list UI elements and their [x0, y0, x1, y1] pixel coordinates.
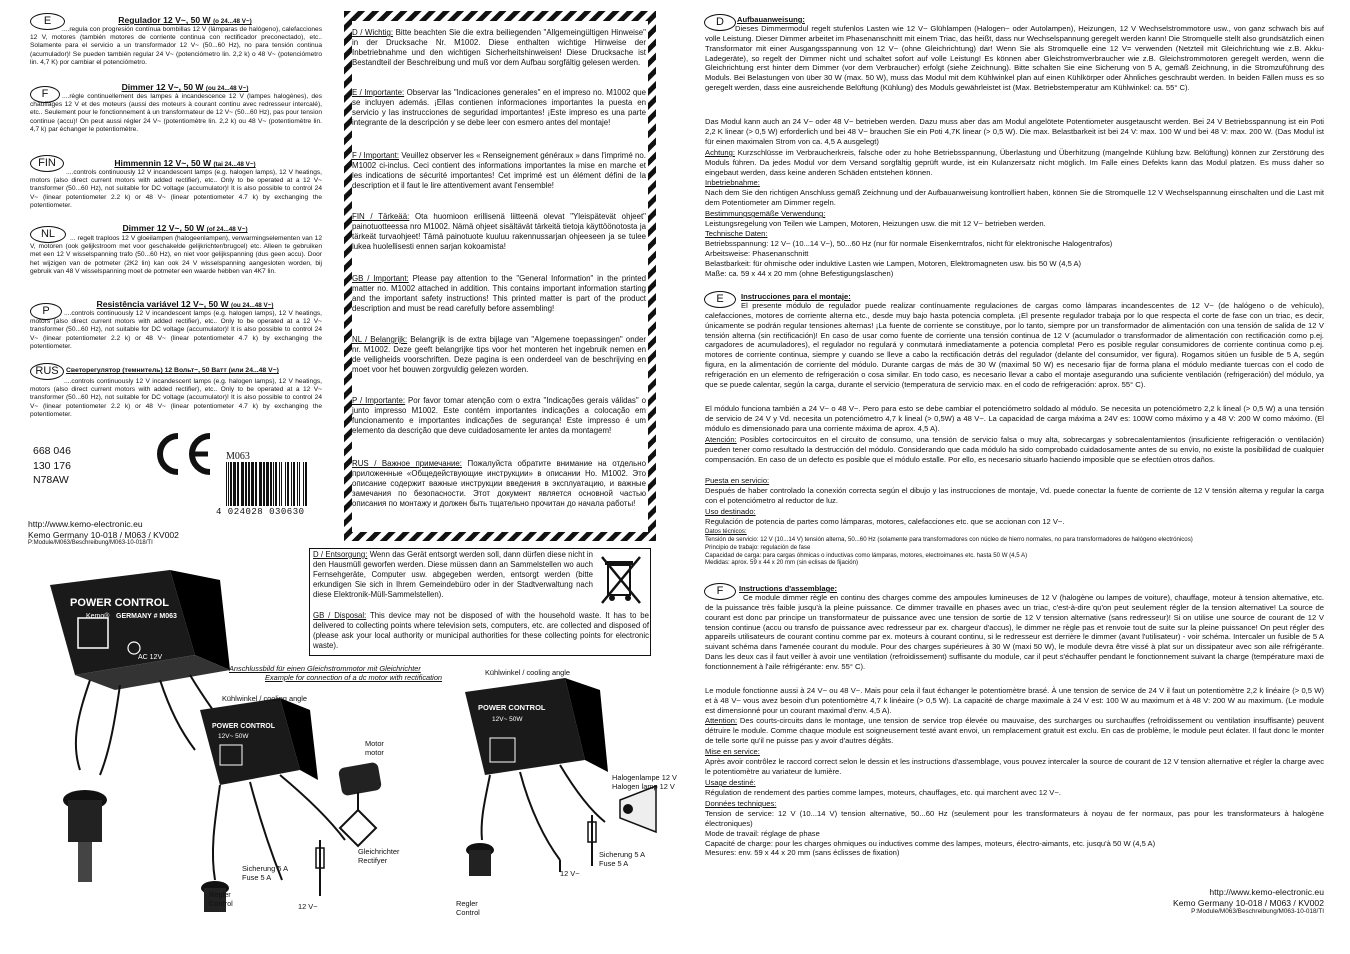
barcode-bar — [275, 462, 277, 506]
section-text-es: ....regula con progresión contínua bombillas 12 V (lámparas de halógeno), calefacciones 12 V, motores (también motores de corriente continua con rectificador preconectado), etc.. Solamente para el servicio a un transformador 12 V~ (50...60 Hz), no para tensión continua (acumulador)! Se pueden también regular 24 V~ (potenciómetro lin. 2,2 k) o 48 V~ (potenciómetro lin. 4,7 K) por cambiar el potenciómetro. — [30, 26, 322, 66]
article-code: N78AW — [33, 474, 69, 487]
tech-item: Mode de travail: réglage de phase — [705, 828, 820, 838]
notice-de: D / Wichtig: Bitte beachten Sie die extra beiliegenden "Allgemeingültigen Hinweise" in der Drucksache Nr. M1002. Diese enthalten wichtige Hinweise der Inbetriebnahme und den wichtigen Sicherheitshinweisen! Diese Drucksache ist Bestandteil der Beschreibung und muß vor dem Aufbau sorgfältig gelesen werden. — [352, 28, 646, 68]
barcode-bar — [263, 462, 265, 506]
barcode-bar — [251, 462, 253, 506]
para-es-3: Atención: Posibles cortocircuitos en el circuito de consumo, una tensión de servicio falsa o muy alta, sobrecargas y sobrecalentamientos (insuficiente refrigeración o ventilación) pueden tener como resultado la destrucción del módulo. Considerando que cada módulo ha sido comprobado cuidadosamente antes de su envío, no existe la posibilidad de cualquier compensación. En caso de un defecto es posible que el módulo estalle. Por ello, es necesario situarlo haciendo imposible que se efectúen otros daños. — [705, 435, 1324, 464]
left-footer — [28, 519, 179, 548]
barcode-bar — [235, 462, 236, 506]
model-label: M063 — [226, 451, 250, 462]
lang-badge-es-right: E — [704, 291, 736, 308]
barcode-bar — [291, 462, 292, 506]
tech-item: Capacité de charge: pour les charges ohmiques ou inductives comme des lampes, moteurs, électro-aimants, etc. jusqu'à 50 W (4,5 A) — [705, 838, 1156, 848]
section-text-pt: ....controls continuously 12 V incandescent lamps (e.g. halogen lamps), 12 V heatings, motors (also direct current motors with added rectifier), etc.. Only to be operated at a 12 V~ transformer (50...60 Hz), not suitable for DC voltage (accumulator)! It is also possible to control 24 V~ (linear potentiometer 2.2 k) or 48 V~ (linear potentiometer 4.7 k) by exchanging the potentiometer. — [30, 310, 322, 350]
module-spec-text: 12V~ 50W — [492, 716, 523, 723]
barcode-bar — [279, 462, 280, 506]
right-footer — [1080, 887, 1324, 916]
para-de-2: Das Modul kann auch an 24 V~ oder 48 V~ betrieben werden. Dazu muss aber das am Modul angelötete Potentiometer ausgetauscht werden. Bei 24 V Betriebsspannung ist ein Poti 2,2 K linear (> 0,5 W) erforderlich und bei 48 V~ brauchen Sie ein Poti 4,7K linear (> 0,5 W). Die max. Belastbarkeit ist bei 24 V: max. 100 W und bei 48 V: max. 200 W. (Das Modul ist für einen maximalen Strom von ca. 4,5 A ausgelegt) — [705, 117, 1324, 146]
section-title-es: Regulador 12 V~, 50 W (o 24...48 V~) — [118, 15, 252, 25]
barcode — [224, 462, 328, 508]
lang-badge-de: D — [704, 14, 736, 31]
barcode-bar — [259, 462, 262, 506]
module-title-text: POWER CONTROL — [478, 703, 546, 712]
article-codes — [33, 444, 71, 488]
label-halogen: Halogenlampe 12 V Halogen lamp 12 V — [612, 773, 677, 792]
para-de-start: Nach dem Sie den richtigen Anschluss gemäß Zeichnung und der Aufbauanweisung kontrolliert haben, können Sie die Stromquelle 12 V Wechselspannung einschalten und die Last mit dem Potentiometer am Dimmer regeln. — [705, 188, 1324, 207]
article-code: 668 046 — [33, 445, 71, 457]
label-cooling-angle-2: Kühlwinkel / cooling angle — [485, 668, 571, 677]
notice-nl: NL / Belangrijk: Belangrijk is de extra bijlage van "Algemene toepassingen" onder nr. M1002. Deze geeft belangrijke tips voor het monteren het ingebruik nemen en de veiligheids voorschriften. Deze pagina is een onderdeel van de beschrijving en moet voor het bouwen zorgvuldig gelezen worden. — [352, 335, 646, 375]
section-text-fr: ....règle continuellement des lampes à incandescence 12 V (lampes halogènes), des chauffages 12 V et des moteurs (aussi des moteurs à courant continu avec redresseur intercalé), etc.. Seulement pour le fonctionnement à un transformateur de 12 V~ (50...60 Hz), pas pour tension continue (accu)! On peut aussi régler 24 V~ (potentiomètre lin. 2,2 k) ou 48 V~ (potentiomètre lin. 4,7 k) par échanger le potentiomètre. — [30, 93, 322, 133]
right-footer-path: P:Module/M063/Beschreibung/M063-10-018/TI — [1191, 908, 1324, 916]
barcode-bar — [281, 462, 282, 506]
barcode-bar — [285, 462, 286, 506]
lang-badge-fr-right: F — [704, 583, 736, 600]
para-es-start: Después de haber controlado la conexión correcta según el dibujo y las instrucciones de montaje, Vd. puede conectar la fuente de corriente de 12 V tensión alterna y regular la carga con el potenciómetro al reductor de luz. — [705, 486, 1324, 505]
list-de-tech — [705, 239, 1324, 278]
barcode-bar — [230, 462, 232, 506]
right-footer-company: Kemo Germany 10-018 / M063 / KV002 — [1173, 897, 1324, 908]
barcode-bar — [248, 462, 250, 506]
module-halogen — [465, 678, 608, 775]
heading-fr-tech: Données techniques: — [705, 799, 777, 808]
heading-de: Aufbauanweisung: — [737, 15, 805, 24]
heading-fr-start: Mise en service: — [705, 747, 760, 756]
tech-item: Tension de service: 12 V (10...14 V) tension alternative, 50...60 Hz (seulement pour les transformateurs à noyau de fer normaux, pas pour les transformateurs à halogène électroniques) — [705, 809, 1324, 828]
article-code: 130 176 — [33, 459, 71, 472]
notice-pt: P / Importante: Por favor tomar atenção com o extra "Indicações gerais válidas" o junto impresso M1002. Este contém importantes indicações a colocação em funcionamento e importantes indicações de segurança! Este impresso é um elemento da descrição que deve cuidadosamente ler antes da montagem! — [352, 396, 646, 436]
para-es-1: El presente módulo de regulador puede realizar contínuamente regulaciones de cargas como lámparas incandescentes de 12 V~ (de halógeno o de vehículo), calefacciones, motores de corriente alterna etc., desde muy bajo hasta potencia completa. ¡El presente regulador trabaja por lo que respecta el corte de fase con un triac, es decir, únicamente se podrán regular tensiones alternas! ¡La fuente de corriente se constituye, por lo tanto, siempre por un transformador de alimentación con una tensión de salida de 12 V tensión alterna (sin rectificación)! En caso de usar como fuente de corriente una tensión continua de 12 V (acumulador o transformador de alimentación con rectificación como p.ej. cargadores de acumuladores), el regulador no regulará y conmutará inmediatamente a potencia completa! Pero es posible regular consumidores de corriente continua como p.ej. motores de corriente continua, siempre y cuando se lleve a cabo la rectificación detrás del regulador (delante del consumidor, ver figura). Rogamos sitúen un fusible de 5 A, según figura, en la alimentación de corriente del módulo. Durante cargas de más de 30 W (maximal 50 W) es necesario fijar de forma plana el módulo mediante tuercas con el codo de refrigeración en un elemento de refrigeración o cosa similar. En todo caso, es necesario llevar a cabo el montaje asegurando una suficiente ventilación (refrigeración) del módulo, ya que se puede calentar, según la carga, durante el servicio (temperatura de servicio max. en el codo de refrigeración: aprox. 55° C). — [705, 301, 1324, 389]
barcode-bar — [293, 462, 295, 506]
barcode-bar — [273, 462, 274, 506]
module-ac-text: AC 12V — [138, 654, 163, 661]
heading-es: Instrucciones para el montaje: — [741, 292, 851, 301]
tech-item: Arbeitsweise: Phasenanschnitt — [705, 248, 809, 258]
para-de-use: Leistungsregelung von Teilen wie Lampen, Motoren, Heizungen usw. die mit 12 V~ betrieben werden. — [705, 219, 1046, 228]
heading-fr: Instructions d'assemblage: — [739, 584, 838, 593]
barcode-bar — [303, 462, 304, 506]
tech-item: Capacidad de carga: para cargas óhmicas o inductivas como lámparas, motores, electroimanes etc. hasta 50 W (4,5 A) — [705, 551, 1028, 559]
tech-item: Principio de trabajo: regulación de fase — [705, 543, 811, 551]
notice-es: E / Importante: Observar las "Indicaciones generales" en el impreso no. M1002 que se incluyen además. ¡Ellas contienen informaciones importantes la puesta en servicio y las instrucciones de seguridad importantes! ¡Este impreso es una parte integrante de la descripción y se debe leer con esmero antes del montaje! — [352, 88, 646, 128]
barcode-bar — [287, 462, 289, 506]
para-fr-2: Le module fonctionne aussi à 24 V~ ou 48 V~. Mais pour cela il faut échanger le potentiomètre brasé. À une tension de service de 24 V il faut un potentiomètre 2,2 k linéaire (> 0,5 W) et à 48 V~ vous avez besoin d'un potentiomètre 4,7 k linéaire (> 0,5 W). La capacité de charge maximale à 24 V est: 100 W au maximum et à 48 V: 200 W au maximum. (Le module est dimensionné pour un courant maximal d'env. 4,5 A). — [705, 686, 1324, 715]
barcode-bar — [305, 462, 307, 506]
tech-item: Medidas: aprox. 59 x 44 x 20 mm (sin eclisas de fijación) — [705, 559, 859, 567]
barcode-bar — [228, 462, 229, 506]
barcode-bar — [299, 462, 300, 506]
para-fr-use: Régulation de rendement des parties comme lampes, moteurs, chauffages, etc. qui marchent avec 12 V~. — [705, 788, 1061, 797]
barcode-bar — [241, 462, 244, 506]
wiring-diagrams — [20, 560, 660, 954]
heading-de-use: Bestimmungsgemäße Verwendung: — [705, 209, 826, 218]
lang-badge-nl: NL — [30, 226, 66, 243]
module-title-text: POWER CONTROL — [212, 723, 275, 730]
barcode-bar — [226, 462, 227, 506]
heading-fr-use: Usage destiné: — [705, 778, 756, 787]
disposal-text-de: D / Entsorgung: Wenn das Gerät entsorgt werden soll, dann dürfen diese nicht in den Hausmüll geworfen werden. Diese müssen dann an Sammelstellen wo auch Fernsehgeräte, Computer usw. abgegeben werden, entsorgt werden (bitte erkundigen Sie sich in Ihrem Gemeindebüro oder in der Stadtverwaltung nach diese Elektronik-Müll-Sammelstellen). — [313, 550, 593, 599]
tech-item: Belastbarkeit: für ohmische oder induktive Lasten wie Lampen, Motoren, Elektromagneten usw. bis 50 W (4,5 A) — [705, 258, 1082, 268]
heading-de-tech: Technische Daten: — [705, 229, 768, 238]
left-footer-url: http://www.kemo-electronic.eu — [28, 519, 143, 529]
label-cooling-angle-1: Kühlwinkel / cooling angle — [222, 694, 308, 703]
tech-item: Mesures: env. 59 x 44 x 20 mm (sans éclisses de fixation) — [705, 848, 900, 858]
barcode-bar — [297, 462, 298, 506]
section-title-ru: Светорегулятор (темнитель) 12 Вольт~, 50 Ватт (или 24...48 V~) — [66, 367, 279, 374]
lang-badge-es: E — [30, 13, 65, 30]
barcode-bar — [245, 462, 247, 506]
label-12v: 12 V~ — [298, 902, 318, 911]
ce-mark — [150, 430, 216, 478]
para-fr-start: Après avoir contrôlez le raccord correct selon le dessin et les instructions d'assemblage, vous pouvez intercaler la source de courant de 12 V tension alternative et régler la charge avec le potentiomètre au variateur de lumière. — [705, 757, 1324, 776]
lang-badge-pt: P — [30, 303, 62, 320]
tech-item: Maße: ca. 59 x 44 x 20 mm (ohne Befestigungslaschen) — [705, 268, 894, 278]
barcode-bar — [237, 462, 239, 506]
section-title-pt: Resistência variável 12 V~, 50 W (ou 24...48 V~) — [96, 299, 274, 309]
heading-de-start: Inbetriebnahme: — [705, 178, 760, 187]
list-es-tech — [705, 536, 1324, 567]
barcode-bar — [233, 462, 235, 506]
right-footer-url: http://www.kemo-electronic.eu — [1209, 887, 1324, 897]
label-fuse-2: Sicherung 5 A Fuse 5 A — [599, 850, 646, 869]
list-fr-tech — [705, 809, 1324, 858]
module-large — [50, 570, 230, 690]
label-fuse: Sicherung 5 A Fuse 5 A — [242, 864, 289, 883]
caption-motor-de: Anschlussbild für einen Gleichstrommotor mit Gleichrichter — [229, 664, 421, 673]
para-de-1: Dieses Dimmermodul regelt stufenlos Lasten wie 12 V~ Glühlampen (Halogen~ oder Autolampen), Heizungen, 12 V Wechselstrommotore usw., von ganz schwach bis auf volle Leistung. Dieser Dimmer arbeitet im Phasenanschnitt mit einem Triac, das heißt, dass nur Wechselspannung geregelt werden kann! Die Stromquelle stellt also grundsätzlich einen Transformator mit einer Ausgangsspannung von 12 V~ (ohne Gleichrichtung) dar! Wenn Sie als Stromquelle eine 12 V= verwenden (Netzteil mit Gleichrichtung wie z.B. Akku-Ladegeräte), so regelt der Dimmer nicht und schaltet sofort auf volle Leistung! Es können aber Gleichstromverbraucher wie z.B. Gleichstrommotoren geregelt werden, wenn die Gleichrichtung erst hinter dem Dimmer (vor dem Verbraucher) erfolgt (siehe Zeichnung). Bitte schalten Sie eine Sicherung von 5 A, gemäß Zeichnung, in die Stromzuführung des Moduls. Bei Belastungen von über 30 W (max. 50 W), muss das Modul mit dem Kühlwinkel plan auf einen Kühlkörper oder Ähnliches geschraubt werden. In beiden Fällen muss es so geregelt werden, dass eine ausreichende Belüftung (Kühlung) des Moduls gewährleistet ist (Max. Betriebstemperatur am Kühlwinkel: ca. 55° C). — [705, 24, 1324, 93]
lang-badge-fr: F — [30, 86, 60, 103]
para-fr-1: Ce module dimmer règle en continu des charges comme des ampoules lumineuses de 12 V (halogène ou lampes de voiture), chauffage, moteur à tension alternative, etc. de la puissance très faible jusqu'à la pleine puissance. Ce dimmer travaille en phases avec un triac, c'est-à-dire qu'on peut seulement régler de la tension alternative! La source de courant est donc par principe un transformateur de puissance avec une tension de sortie de 12 V tension alternative (sans redresseur)! Si on utilise une source de courant de 12 V tension continue (accu ou transfo de puissance avec redresseur par ex. chargeur d'accus), le dimmer ne règle pas et renvoie tout de suite sur la pleine puissance! On peut régler des appareils utilisateurs de courant continu comme par ex. moteurs à courant continu, si le redresseur est derrière le dimmer (avant l'utilisateur) - voir schéma. Intercaler un fusible de 5 A suivant schéma dans l'amenée courant du module. Pour des charges supérieures à 30 W (maxi 50 W), le module devra être vissé à plat sur un dissipateur avec son aile réfrigérante. Dans les deux cas il faut veiller à avoir une ventilation (refroidissement) suffisante du module, car il peut s'échauffer pendant le fonctionnement suivant la charge (température maxi de fonctionnement à l'aile réfrigérante: env. 55° C). — [705, 593, 1324, 672]
label-regler: Regler Control — [209, 890, 233, 909]
caption-motor-en: Example for connection of a dc motor with rectification — [265, 673, 443, 682]
label-rectifier: Gleichrichter Rectifyer — [358, 847, 400, 866]
para-es-2: El módulo funciona también a 24 V~ o 48 V~. Pero para esto se debe cambiar el potenciómetro soldado al módulo. Se necesita un potenciómetro 2,2 k lineal (> 0,5 W) a una tensión de servicio de 24 V y Vd. necesita un potenciómetro 4,7 k lineal (> 0,5W) a 48 V~. La capacidad de carga máxima a 24V es: 100W como máximo y a 48 V: 200 W como máximo. (El módulo es dimensionado para una corriente máxima de aprox. 4,5 A). — [705, 404, 1324, 433]
module-origin-text: GERMANY # M063 — [116, 613, 177, 620]
ce-mark-text — [150, 430, 151, 431]
barcode-digits: 4 024028 030630 — [216, 507, 305, 517]
notice-fin: FIN / Tärkeää: Ota huomioon erillisenä liitteenä olevat "Yleispätevät ohjeet" painotuotteessa nro M1002. Nämä ohjeet sisältävät tärkeitä tietoja käyttöönotosta ja tärkeät turvaohjeet! Tämä painotuote kuuluu rakennussarjan ohjeeseen ja se tulee lukea huolellisesti ennen sarjan kokoamista! — [352, 212, 646, 252]
barcode-bar — [270, 462, 272, 506]
para-es-use: Regulación de potencia de partes como lámparas, motores, calefacciones etc. que se accionan con 12 V~. — [705, 517, 1065, 526]
notice-fr: F / Important: Veuillez observer les « Renseignement généraux » dans l'imprimé no. M1002 ci-inclus. Ceci contient des informations importantes la mise en marche et les indications de sécurité importantes! Cet imprimé est un élément défini de la description et il faut le lire attentivement avant l'ensemble! — [352, 151, 646, 191]
label-12v-2: 12 V~ — [560, 869, 580, 878]
disposal-text-gb: GB / Disposal: This device may not be disposed of with the household waste. It has to be delivered to collecting points where television sets, computers, etc. are collected and disposed of (please ask your local authority or municipal authorities for these collecting points for electronic waste). — [313, 611, 649, 650]
label-regler-2: Regler Control — [456, 899, 480, 918]
barcode-bar — [255, 462, 257, 506]
section-text-ru: ....controls continuously 12 V incandescent lamps (e.g. halogen lamps), 12 V heatings, motors (also direct current motors with added rectifier), etc.. Only to be operated at a 12 V~ transformer (50...60 Hz), not suitable for DC voltage (accumulator)! It is also possible to control 24 V~ (linear potentiometer 2.2 k) or 48 V~ (linear potentiometer 4.7 k) by exchanging the potentiometer. — [30, 378, 322, 418]
left-footer-path: P:Module/M063/Beschreibung/M063-10-018/TI — [28, 540, 153, 547]
barcode-bar — [266, 462, 269, 506]
heading-es-tech: Datos técnicos: — [705, 528, 747, 535]
lang-badge-ru: RUS — [30, 363, 64, 380]
module-title-text: POWER CONTROL — [70, 597, 169, 609]
section-text-fin: ....controls continuously 12 V incandescent lamps (e.g. halogen lamps), 12 V heatings, motors (also direct current motors with added rectifier), etc.. Only to be operated at a 12 V~ transformer (50...60 Hz), not suitable for DC voltage (accumulator)! It is also possible to control 24 V~ (linear potentiometer 2.2 k) or 48 V~ (linear potentiometer 4.7 k) by exchanging the potentiometer. — [30, 169, 322, 209]
lang-badge-fin: FIN — [30, 155, 64, 172]
left-footer-company: Kemo Germany 10-018 / M063 / KV002 — [28, 529, 179, 540]
para-de-3: Achtung: Kurzschlüsse im Verbraucherkreis, falsche oder zu hohe Betriebsspannung, Überlastung und Überhitzung (mangelnde Kühlung bzw. Belüftung) können zur Zerstörung des Moduls führen. Da jedes Modul vor dem Versand sorgfältig geprüft wurde, ist ein Kulanzersatz nicht möglich. Im Falle eines Defekts kann das Modul platzen. Es muss daher so eingebaut werden, dass keine anderen Schäden entstehen können. — [705, 148, 1324, 177]
heading-es-use: Uso destinado: — [705, 507, 756, 516]
notice-gb: GB / Important: Please pay attention to the "General Information" in the printed matter no. M1002 attached in addition. This contains important information starting and the important safety instructions! This printed matter is part of the product description and must be read carefully before assembling! — [352, 274, 646, 314]
module-spec-text: 12V~ 50W — [218, 733, 249, 740]
para-fr-3: Attention: Des courts-circuits dans le montage, une tension de service trop élevée ou mauvaise, des surcharges ou surchauffes (refroidissement ou ventilation insuffisante) peuvent détruire le module. Comme chaque module est soigneusement testé avant envoi, un remplacement gratuit est exclu. En cas de problème, le module peut éclater. Il faut donc le monter de telle sorte qu'il ne puisse pas y avoir d'autres dégâts. — [705, 716, 1324, 745]
section-title-fin: Himmennin 12 V~, 50 W (tai 24...48 V~) — [114, 158, 256, 168]
tech-item: Tensión de servicio: 12 V (10...14 V) tensión alterna, 50...60 Hz (solamente para transformadores con núcleo de hierro normales, no para transformadores de halógeno electrónicos) — [705, 536, 1193, 543]
module-motor — [200, 698, 318, 785]
notice-ru: RUS / Важное примечание: Пожалуйста обратите внимание на отдельно приложенные «Общедействующие инструкции» в описании Но. M1002. Это описание содержит важные инструкции введения в эксплуатацию, и важные замечания по безопасности. Этот документ является основной частью описания по монтажу и должен быть тщательно прочитан до начала работы! — [352, 459, 646, 509]
module-brand-text: Kemo® — [86, 613, 110, 620]
heading-es-start: Puesta en servicio: — [705, 476, 770, 485]
barcode-bar — [253, 462, 254, 506]
section-text-nl: ... regelt traploos 12 V gloeilampen (halogeenlampen), verwarmingselementen van 12 V, motoren (ook gelijkstroom met voor geschakelde gelijkrichter/brugcel) etc. Alleen te gebruiken met een 12 V wisselspanning trafo (50...60 Hz), en niet voor gelijkspanning (dus geen accu). Door het wijzigen van de potmeter (2K2 lin) kan ook 24 V wisselspanning aangesloten worden, bij gebruik van 48 V wisselspanning moet de potmeter een waarde hebben van 4K7 lin. — [30, 235, 322, 275]
label-motor: Motor motor — [365, 739, 384, 758]
section-title-fr: Dimmer 12 V~, 50 W (ou 24...48 V~) — [121, 82, 249, 92]
section-title-nl: Dimmer 12 V~, 50 W (of 24...48 V~) — [122, 223, 248, 233]
tech-item: Betriebsspannung: 12 V~ (10...14 V~), 50...60 Hz (nur für normale Eisenkerntrafos, nicht für elektronische Halogentrafos) — [705, 239, 1113, 248]
